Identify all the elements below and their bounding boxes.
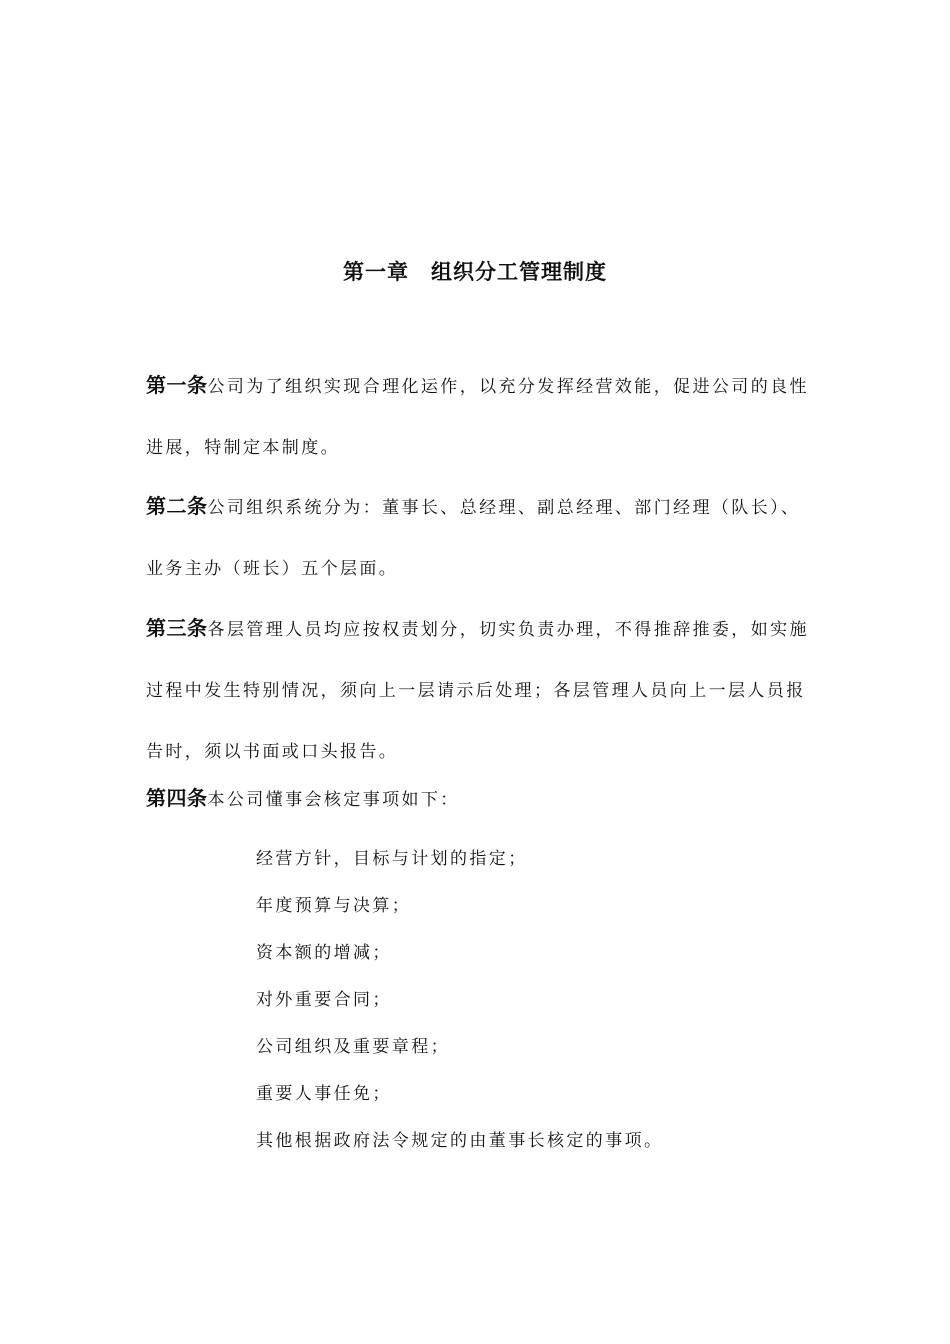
article-3: [146, 598, 814, 783]
article-3-text: 各层管理人员均应按权责划分，切实负责办理，不得推辞推委，如实施过程中发生特别情况，须向上一层请示后处理；各层管理人员向上一层人员报告时，须以书面或口头报告。: [146, 620, 809, 762]
article-4-text: 本公司懂事会核定事项如下：: [207, 790, 460, 810]
list-item: 其他根据政府法令规定的由董事长核定的事项。: [256, 1131, 664, 1151]
chapter-title: 第一章 组织分工管理制度: [343, 260, 607, 284]
article-1-text: 公司为了组织实现合理化运作，以充分发挥经营效能，促进公司的良性进展，特制定本制度。: [146, 377, 809, 458]
article-2-label: 第二条: [146, 494, 208, 518]
list-item: 年度预算与决算；: [256, 896, 412, 916]
article-3-label: 第三条: [146, 616, 208, 640]
article-1-label: 第一条: [146, 373, 208, 397]
article-2-text: 公司组织系统分为：董事长、总经理、副总经理、部门经理（队长）、业务主办（班长）五个层面。: [146, 498, 801, 579]
article-4: [146, 768, 814, 831]
board-items-list: [256, 836, 663, 1165]
article-1: [146, 355, 814, 479]
list-item: 经营方针，目标与计划的指定；: [256, 849, 528, 869]
article-2: [146, 476, 814, 600]
list-item: 对外重要合同；: [256, 990, 392, 1010]
list-item: 资本额的增减；: [256, 943, 392, 963]
article-4-label: 第四条: [146, 786, 208, 810]
list-item: 重要人事任免；: [256, 1084, 392, 1104]
list-item: 公司组织及重要章程；: [256, 1037, 450, 1057]
